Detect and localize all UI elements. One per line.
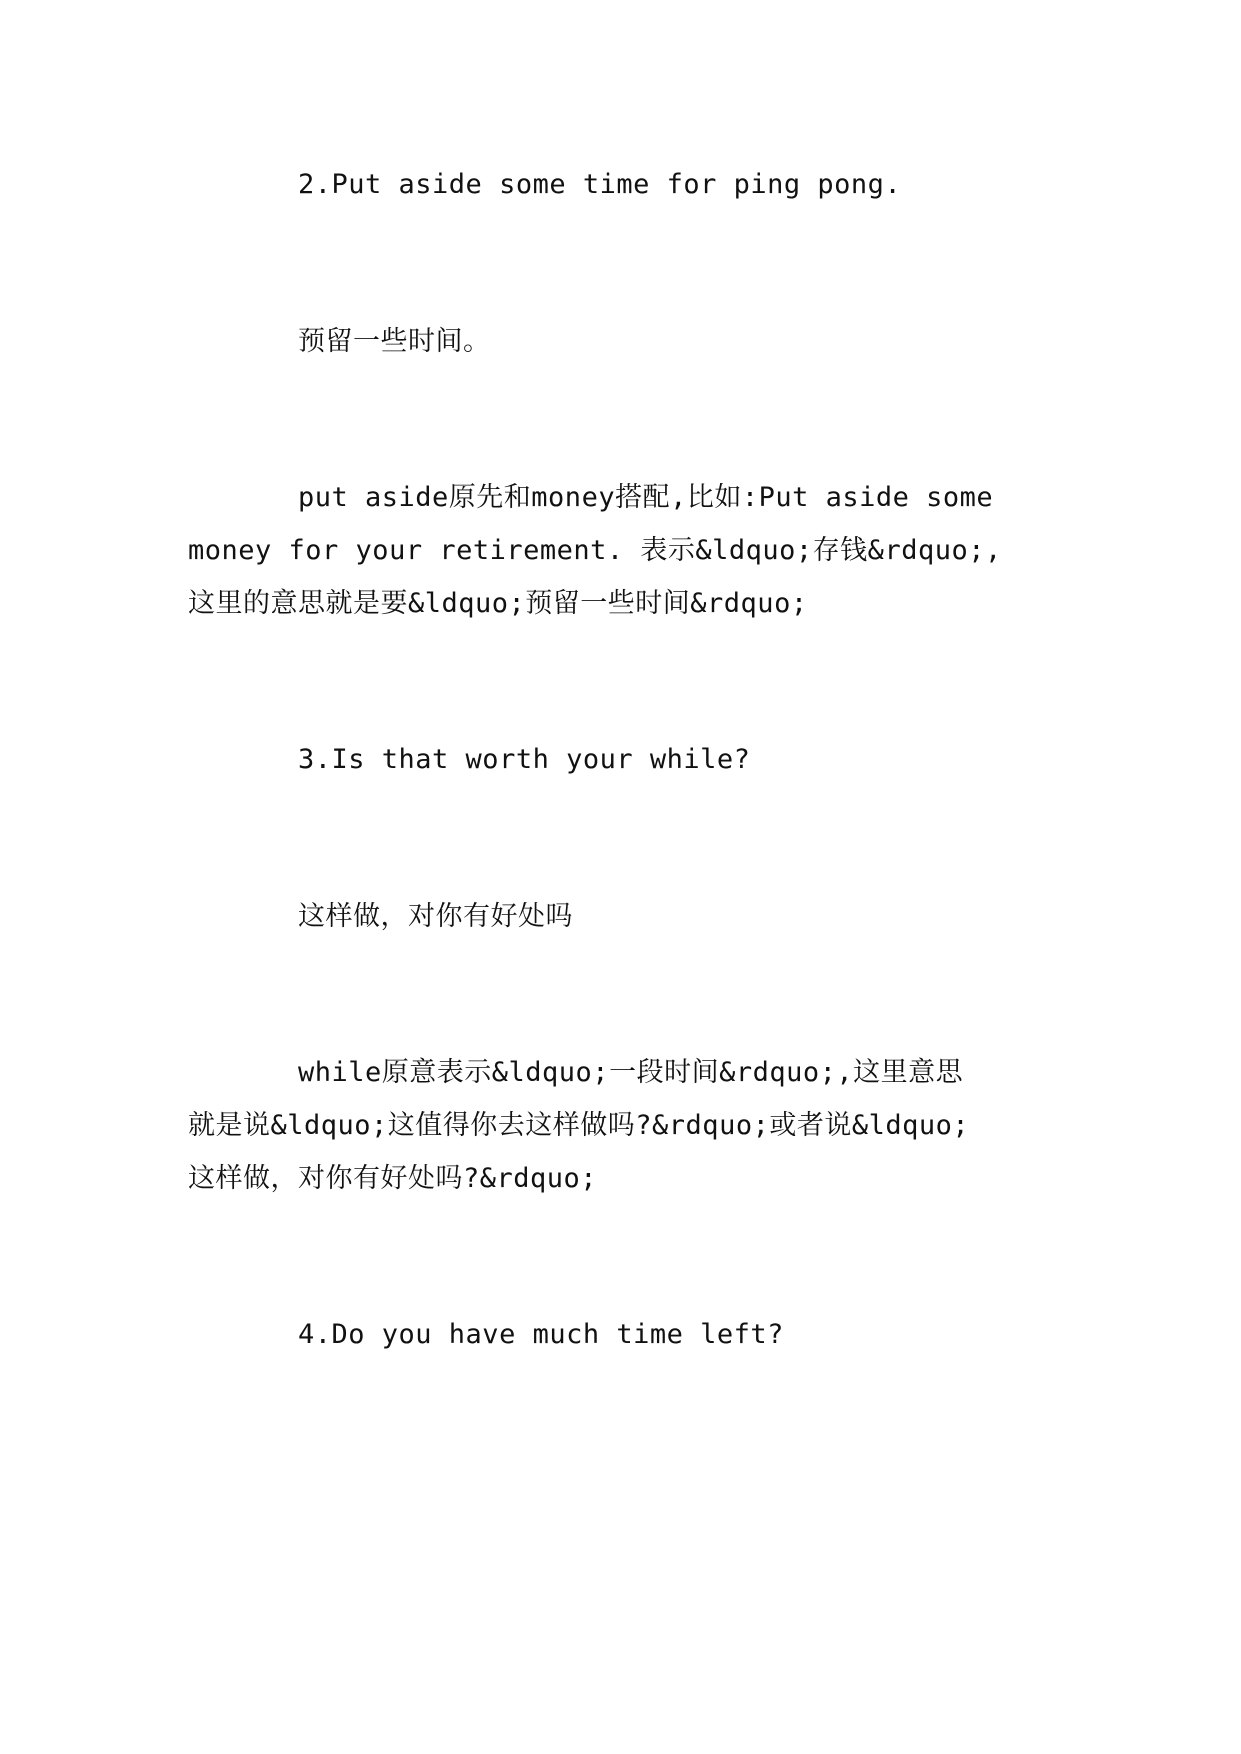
item-4-heading: 4.Do you have much time left? <box>298 1319 784 1350</box>
item-2-translation: 预留一些时间。 <box>298 326 491 357</box>
item-2-explanation-line-1: put aside原先和money搭配,比如:Put aside some <box>298 482 994 513</box>
item-3-explanation-line-1: while原意表示&ldquo;一段时间&rdquo;,这里意思 <box>298 1057 964 1088</box>
item-2-explanation-line-3: 这里的意思就是要&ldquo;预留一些时间&rdquo; <box>188 588 808 619</box>
item-3-translation: 这样做，对你有好处吗 <box>298 901 573 932</box>
item-2-heading: 2.Put aside some time for ping pong. <box>298 169 902 200</box>
item-3-heading: 3.Is that worth your while? <box>298 744 751 775</box>
item-2-explanation-line-2: money for your retirement. 表示&ldquo;存钱&rdquo;, <box>188 535 1002 566</box>
item-3-explanation-line-2: 就是说&ldquo;这值得你去这样做吗?&rdquo;或者说&ldquo; <box>188 1110 970 1141</box>
item-3-explanation-line-3: 这样做，对你有好处吗?&rdquo; <box>188 1163 598 1194</box>
